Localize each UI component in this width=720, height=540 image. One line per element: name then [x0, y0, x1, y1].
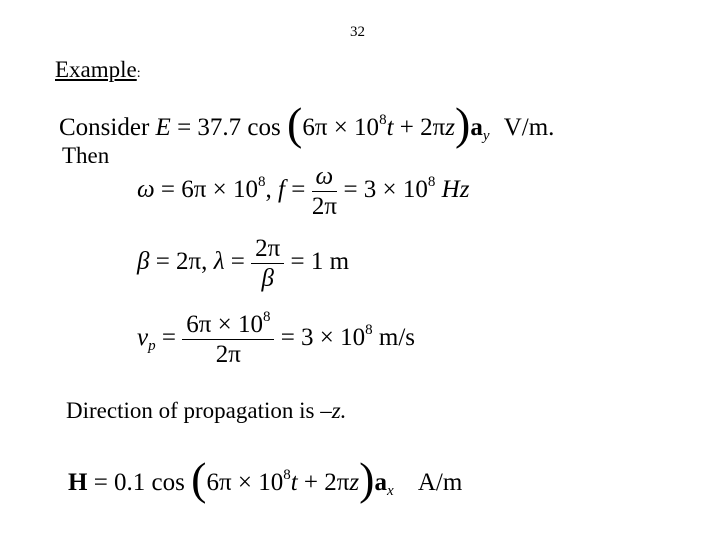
h-unit-vector: a: [374, 469, 387, 496]
f-symbol: f: [277, 176, 285, 204]
then-label: Then: [62, 143, 110, 168]
lambda-eq: =: [224, 248, 252, 276]
phase-velocity-line: [137, 308, 416, 368]
page-number: 32: [350, 24, 365, 40]
lambda-value: = 1 m: [284, 248, 350, 276]
e-unit: V/m.: [503, 114, 555, 141]
example-label: Example: [55, 57, 137, 82]
e-arg-t: t: [386, 114, 394, 141]
h-arg-t: t: [290, 469, 298, 496]
e-arg-b: + 2π: [393, 114, 446, 141]
electric-field-equation: [59, 97, 555, 149]
lambda-fraction-num: 2π: [251, 236, 284, 264]
beta-symbol: β: [137, 248, 150, 276]
v-symbol: v: [137, 324, 149, 352]
lambda-fraction-den: β: [261, 265, 274, 292]
lambda-symbol: λ: [213, 248, 225, 276]
direction-line: [66, 398, 346, 424]
vp-exp: 8: [365, 321, 373, 338]
h-amplitude: = 0.1 cos: [87, 469, 192, 496]
h-unit-vector-sub: x: [386, 483, 394, 500]
v-sub: p: [148, 338, 156, 355]
omega-symbol: ω: [137, 176, 155, 204]
f-fraction-den: 2π: [311, 193, 337, 220]
omega-value: = 6π × 10: [154, 176, 258, 204]
direction-value: –z.: [320, 398, 347, 423]
h-exp: 8: [283, 466, 291, 483]
h-open-paren: (: [191, 453, 207, 504]
lambda-fraction: [251, 236, 284, 291]
e-arg-z: z: [445, 114, 455, 141]
direction-text: Direction of propagation is: [66, 398, 321, 423]
omega-frequency-line: [137, 164, 469, 219]
e-unit-vector-sub: y: [482, 128, 490, 145]
omega-comma: ,: [265, 176, 278, 204]
vp-fraction-den: 2π: [215, 341, 241, 368]
f-fraction-num: ω: [312, 164, 338, 192]
e-unit-vector: a: [470, 114, 483, 141]
e-exp: 8: [379, 111, 387, 128]
consider-word: Consider: [59, 114, 150, 141]
example-colon: :: [136, 66, 141, 81]
e-amplitude: = 37.7 cos: [170, 114, 287, 141]
beta-wavelength-line: [137, 236, 349, 291]
vp-num-text: 6π × 10: [186, 311, 263, 338]
h-arg-a: 6π × 10: [206, 469, 284, 496]
vp-unit: m/s: [372, 324, 416, 352]
h-close-paren: ): [359, 453, 375, 504]
vp-num-exp: 8: [262, 308, 271, 325]
magnetic-field-equation: [68, 452, 463, 504]
vp-fraction-num: [182, 308, 274, 340]
f-fraction: [312, 164, 338, 219]
h-arg-b: + 2π: [297, 469, 350, 496]
beta-value: = 2π,: [149, 248, 214, 276]
h-symbol: H: [68, 469, 88, 496]
open-paren: (: [287, 98, 303, 149]
h-unit: A/m: [417, 469, 463, 496]
f-exp: 8: [427, 173, 436, 190]
f-eq: =: [284, 176, 312, 204]
vp-eq: =: [155, 324, 183, 352]
omega-exp: 8: [257, 173, 266, 190]
vp-fraction: [182, 308, 274, 368]
h-arg-z: z: [349, 469, 360, 496]
e-symbol: E: [155, 114, 171, 141]
close-paren: ): [454, 98, 471, 149]
f-unit: Hz: [441, 176, 470, 204]
f-value: = 3 × 10: [337, 176, 428, 204]
vp-value: = 3 × 10: [274, 324, 366, 352]
e-arg-a: 6π × 10: [302, 114, 380, 141]
example-heading: [55, 57, 141, 83]
